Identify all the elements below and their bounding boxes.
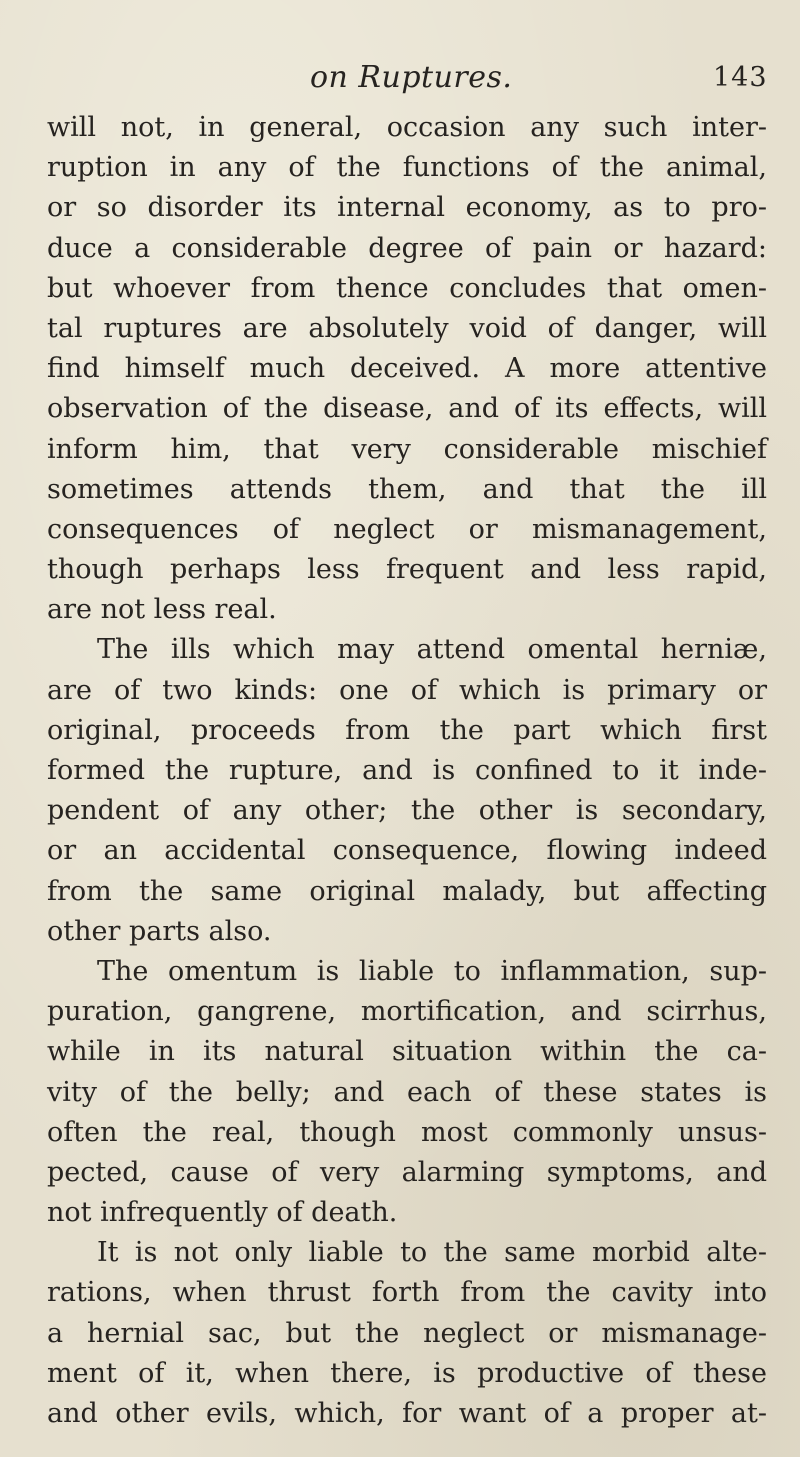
- text-line: pected, cause of very alarming symptoms, and: [47, 1156, 767, 1188]
- running-head: [0, 60, 800, 100]
- text-line: vity of the belly; and each of these states is: [47, 1076, 767, 1108]
- text-line: observation of the disease, and of its effects, will: [47, 393, 767, 425]
- text-line: ment of it, when there, is productive of these: [47, 1357, 767, 1389]
- text-line: will not, in general, occasion any such inter-: [47, 112, 767, 143]
- text-line: formed the rupture, and is confined to it inde-: [47, 755, 767, 786]
- text-line: or so disorder its internal economy, as to pro-: [47, 192, 767, 224]
- text-line: original, proceeds from the part which first: [47, 714, 767, 746]
- text-line: The omentum is liable to inflammation, sup-: [97, 955, 767, 987]
- paragraph-morbid: [47, 1233, 767, 1434]
- text-line: sometimes attends them, and that the ill: [47, 473, 767, 505]
- text-line: a hernial sac, but the neglect or mismanage-: [47, 1317, 767, 1349]
- text-line: pendent of any other; the other is secondary,: [47, 795, 767, 827]
- page-number: 143: [713, 62, 768, 93]
- text-line: are of two kinds: one of which is primary or: [47, 674, 767, 706]
- text-line: rations, when thrust forth from the cavity into: [47, 1277, 767, 1309]
- text-line: consequences of neglect or mismanagement,: [47, 513, 767, 545]
- text-line: and other evils, which, for want of a proper at-: [47, 1398, 767, 1429]
- text-line: puration, gangrene, mortification, and scirrhus,: [47, 996, 767, 1028]
- text-line: often the real, though most commonly unsus-: [47, 1116, 767, 1148]
- paragraph-continuation: [47, 108, 767, 630]
- text-line: duce a considerable degree of pain or hazard:: [47, 232, 767, 264]
- text-line: other parts also.: [47, 915, 272, 947]
- text-line: not infrequently of death.: [47, 1197, 398, 1229]
- text-line: but whoever from thence concludes that omen-: [47, 272, 767, 304]
- text-line: while in its natural situation within the ca-: [47, 1036, 767, 1068]
- text-line: are not less real.: [47, 594, 277, 626]
- body-text: [47, 108, 767, 1434]
- paragraph-ills: [47, 630, 767, 952]
- paragraph-omentum: [47, 952, 767, 1233]
- text-line: from the same original malady, but affecting: [47, 875, 767, 907]
- text-line: inform him, that very considerable mischief: [47, 433, 767, 465]
- text-line: tal ruptures are absolutely void of danger, will: [47, 312, 767, 344]
- text-line: It is not only liable to the same morbid alte-: [97, 1237, 767, 1269]
- text-line: ruption in any of the functions of the animal,: [47, 152, 767, 184]
- running-title: on Ruptures.: [310, 60, 513, 95]
- text-line: or an accidental consequence, flowing indeed: [47, 835, 767, 867]
- text-line: find himself much deceived. A more attentive: [47, 353, 767, 385]
- text-line: The ills which may attend omental herniæ,: [97, 634, 767, 666]
- text-line: though perhaps less frequent and less rapid,: [47, 554, 767, 586]
